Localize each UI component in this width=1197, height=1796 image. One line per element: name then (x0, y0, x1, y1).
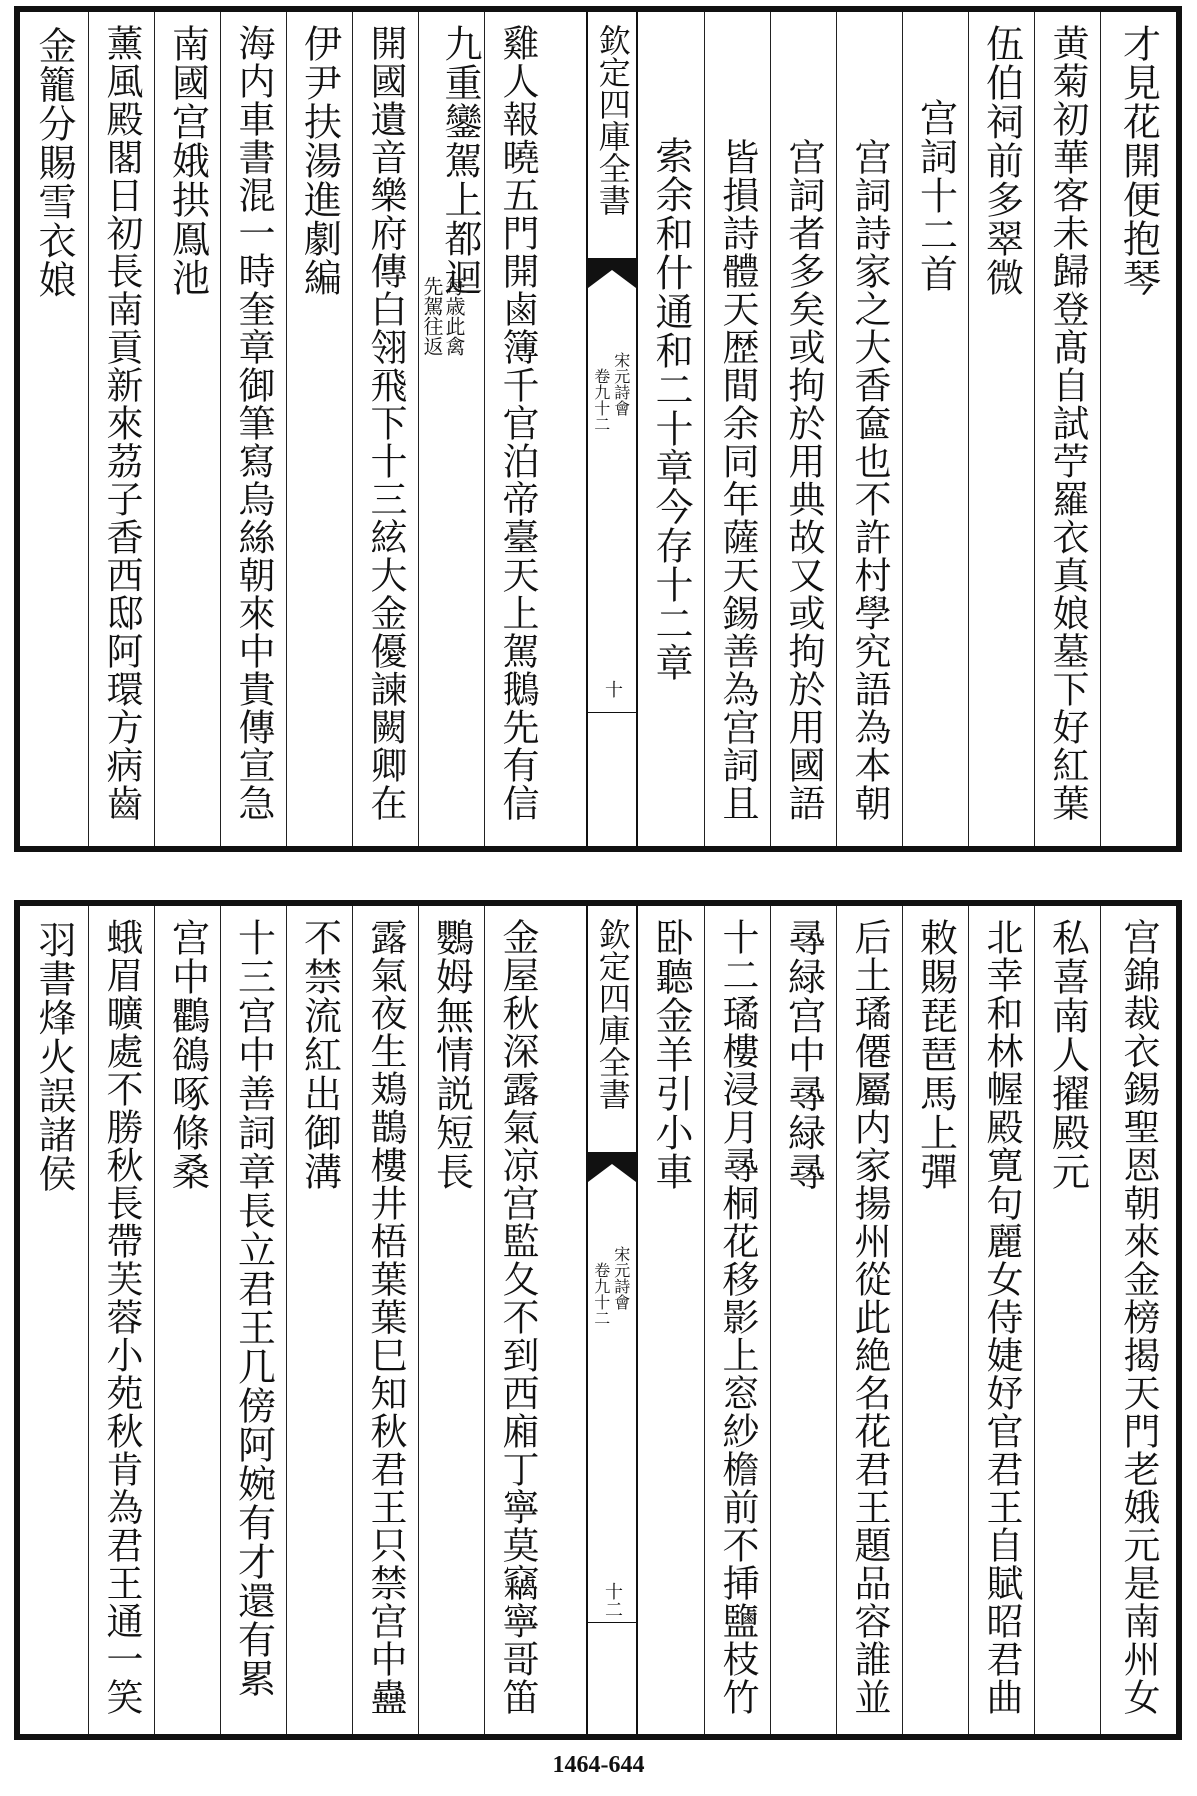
column-text: 雞人報曉五門開鹵簿千官泊帝臺天上駕鵝先有信 (496, 24, 539, 822)
column-text: 敕賜琵琶馬上彈 (913, 918, 958, 1191)
text-column (638, 906, 704, 1734)
column-text: 宫詞者多矣或拘於用典故又或拘於用國語 (782, 138, 825, 822)
text-column (154, 906, 220, 1734)
column-text: 鸚姆無情説短長 (429, 918, 474, 1191)
text-column (836, 12, 902, 846)
text-column (352, 906, 418, 1734)
column-text: 北幸和林幄殿寛句麗女侍婕妤官君王自賦昭君曲 (980, 918, 1023, 1716)
column-text: 羽書烽火誤諸侯 (32, 920, 76, 1193)
text-column (286, 12, 352, 846)
column-text: 露氣夜生鳷鵲樓井梧葉葉巳知秋君王只禁宫中蠱 (364, 918, 407, 1716)
text-column (418, 906, 484, 1734)
column-text: 薰風殿閣日初長南貢新來茘子香西邸阿環方病齒 (100, 24, 143, 822)
text-column (1034, 12, 1100, 846)
column-text: 宫詞詩家之大香奩也不許村學究語為本朝 (848, 138, 891, 822)
text-column (638, 12, 704, 846)
column-text: 后土璚僊屬内家揚州從此絶名花君王題品容誰並 (848, 918, 891, 1716)
column-text: 宫中鸜鵒啄條桑 (165, 918, 210, 1191)
column-text: 金屋秋深露氣凉宫監夂不到西廂丁寧莫竊寧哥笛 (496, 918, 539, 1716)
annotation-note: 每歳此禽 (442, 276, 466, 356)
text-column (484, 906, 550, 1734)
page-number: 1464-644 (552, 1752, 645, 1778)
text-column (902, 906, 968, 1734)
column-text: 海内車書混一時奎章御筆寫烏絲朝來中貴傳宣急 (232, 24, 275, 822)
annotation-note: 先駕往返 (420, 276, 444, 356)
text-column (220, 906, 286, 1734)
gutter-volume: 宋元詩會 (611, 352, 631, 416)
text-column (770, 906, 836, 1734)
fish-tail-mark (588, 258, 636, 288)
gutter-volume: 卷九十二 (591, 1262, 611, 1326)
column-text: 索余和什通和二十章今存十二章 (649, 136, 693, 682)
column-text: 宫錦裁衣錫聖恩朝來金榜揭天門老娥元是南州女 (1117, 918, 1160, 1716)
text-column (902, 12, 968, 846)
text-column (352, 12, 418, 846)
text-column (286, 906, 352, 1734)
column-text: 伊尹扶湯進劇編 (297, 24, 342, 297)
column-text: 才見花開便抱琴 (1116, 24, 1161, 297)
text-column (968, 12, 1034, 846)
column-text: 黄菊初華客未歸登髙自試苧羅衣真娘墓下好紅葉 (1046, 24, 1089, 822)
column-text: 私喜南人擢殿元 (1045, 918, 1090, 1191)
column-text: 開國遺音樂府傳白翎飛下十三絃大金優諫闕卿在 (364, 24, 407, 822)
column-text: 十二璚樓浸月㝷桐花移影上窓紗檐前不挿鹽枝竹 (716, 918, 759, 1716)
text-column (1100, 12, 1176, 846)
text-column (968, 906, 1034, 1734)
column-text: 南國宫娥拱鳯池 (165, 24, 210, 297)
text-column (88, 906, 154, 1734)
lower-page-frame (14, 900, 1182, 1740)
column-text: 不禁流紅出御溝 (297, 918, 342, 1191)
text-column (836, 906, 902, 1734)
text-column (418, 12, 484, 846)
column-text: 皆損詩體天歴間余同年薩天錫善為宫詞且 (716, 138, 759, 822)
upper-page-frame (14, 6, 1182, 852)
gutter-title: 欽定四庫全書 (593, 24, 632, 216)
text-column (484, 12, 550, 846)
text-column (20, 906, 88, 1734)
center-gutter (586, 12, 638, 846)
column-text: 九重鑾駕上都迴 (438, 24, 482, 297)
gutter-rule (588, 1622, 636, 1623)
text-column (88, 12, 154, 846)
gutter-page-number: 十二 (602, 1582, 623, 1618)
text-column (154, 12, 220, 846)
text-column (220, 12, 286, 846)
center-gutter (586, 906, 638, 1734)
column-text: 金籠分賜雪衣娘 (32, 26, 76, 299)
text-column (1034, 906, 1100, 1734)
section-heading: 宫詞十二首 (913, 98, 958, 293)
text-column (704, 906, 770, 1734)
gutter-volume: 宋元詩會 (611, 1246, 631, 1310)
column-text: 伍伯祠前多翠微 (979, 24, 1024, 297)
gutter-rule (588, 712, 636, 713)
text-column (20, 12, 88, 846)
text-column (770, 12, 836, 846)
gutter-volume: 卷九十二 (591, 368, 611, 432)
column-text: 蛾眉曠處不勝秋長帶芙蓉小苑秋肯為君王通一笑 (100, 918, 143, 1716)
gutter-title: 欽定四庫全書 (593, 918, 632, 1110)
column-text: 卧聽金羊引小車 (649, 918, 693, 1191)
column-text: 㝷緑宫中㝷緑㝷 (781, 918, 826, 1191)
text-column (704, 12, 770, 846)
gutter-page-number: 十 (602, 680, 623, 698)
column-text: 十三宫中善詞章長立君王几傍阿婉有才還有累 (231, 918, 276, 1698)
fish-tail-mark (588, 1152, 636, 1182)
text-column (1100, 906, 1176, 1734)
